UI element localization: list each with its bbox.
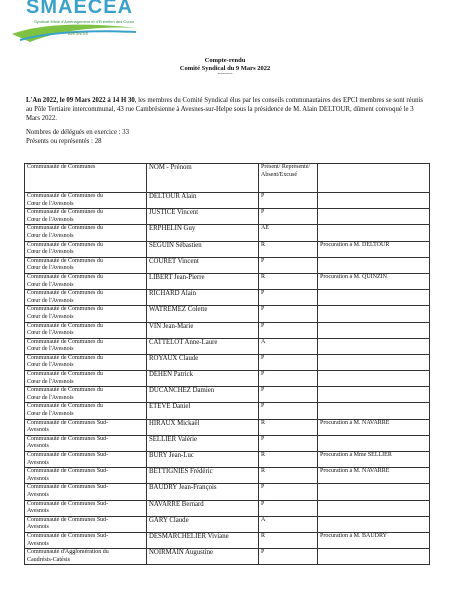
org-line1: Communauté de Communes du	[27, 403, 103, 410]
cell-org	[25, 241, 147, 257]
org-line2: Avesnois	[27, 475, 49, 482]
cell-name: SELLIER Valérie	[147, 435, 259, 451]
cell-status: P	[259, 290, 318, 306]
cell-org	[25, 387, 147, 403]
org-line2: Avesnois	[27, 540, 49, 547]
cell-name: BETTIGNIES Frédéric	[147, 468, 259, 484]
table-row	[25, 403, 430, 419]
header-status: Présent/ Représenté/ Absent/Excusé	[259, 164, 318, 193]
org-line1: Communauté de Communes Sud-	[27, 435, 109, 442]
org-line2: Cœur de l'Avesnois	[27, 249, 74, 256]
cell-note	[318, 354, 430, 370]
cell-name: COURET Vincent	[147, 257, 259, 273]
cell-status: R	[259, 452, 318, 468]
org-line1: Communauté de Communes du	[27, 193, 103, 199]
cell-org	[25, 193, 147, 209]
org-line2: Cœur de l'Avesnois	[27, 411, 74, 418]
cell-org	[25, 290, 147, 306]
cell-note: Procuration à Mme SELLIER	[318, 452, 430, 468]
logo-wordmark: SMAECEA	[26, 0, 134, 18]
header-note	[318, 164, 430, 193]
cell-status: A	[259, 338, 318, 354]
cell-note: Procuration à M. NAVARRE	[318, 419, 430, 435]
table-row	[25, 306, 430, 322]
org-line2: Cœur de l'Avesnois	[27, 378, 74, 385]
cell-name: RICHARD Alain	[147, 290, 259, 306]
cell-name: LIBERT Jean-Pierre	[147, 273, 259, 289]
org-line2: Avesnois	[27, 427, 49, 434]
cell-status: R	[259, 273, 318, 289]
cell-note: Procuration à M. DELTOUR	[318, 241, 430, 257]
cell-note	[318, 257, 430, 273]
cell-note	[318, 403, 430, 419]
cell-status: AE	[259, 225, 318, 241]
cell-note	[318, 371, 430, 387]
cell-status: P	[259, 484, 318, 500]
cell-name: DUCANCHEZ Damien	[147, 387, 259, 403]
org-line2: Cœur de l'Avesnois	[27, 281, 74, 288]
cell-org	[25, 257, 147, 273]
cell-org	[25, 516, 147, 532]
table-row	[25, 322, 430, 338]
cell-note	[318, 338, 430, 354]
cell-status: R	[259, 532, 318, 548]
cell-org	[25, 419, 147, 435]
cell-note	[318, 549, 430, 565]
cell-org	[25, 403, 147, 419]
cell-name: JUSTICE Vincent	[147, 209, 259, 225]
cell-note	[318, 500, 430, 516]
table-row	[25, 435, 430, 451]
org-line1: Communauté de Communes du	[27, 371, 103, 378]
org-line1: Communauté de Communes du	[27, 209, 103, 216]
table-row	[25, 452, 430, 468]
cell-note: Procuration à M. BAUDRY	[318, 532, 430, 548]
table-row	[25, 257, 430, 273]
org-line2: Cœur de l'Avesnois	[27, 265, 74, 272]
cell-org	[25, 468, 147, 484]
intro-paragraph	[26, 96, 426, 123]
table-row	[25, 549, 430, 565]
cell-status: P	[259, 371, 318, 387]
intro-date: L'An 2022, le 09 Mars 2022 à 14 H 30	[26, 97, 135, 104]
org-line1: Communauté de Communes du	[27, 273, 103, 280]
org-line2: Cœur de l'Avesnois	[27, 200, 74, 207]
table-row	[25, 500, 430, 516]
cell-name: ERPHELIN Guy	[147, 225, 259, 241]
cell-org	[25, 306, 147, 322]
delegates-count: Nombres de délégués en exercice : 33	[26, 129, 130, 136]
table-row	[25, 387, 430, 403]
table-row	[25, 468, 430, 484]
cell-status: P	[259, 549, 318, 565]
cell-name: DELTOUR Alain	[147, 193, 259, 209]
cell-status: P	[259, 306, 318, 322]
cell-note	[318, 322, 430, 338]
table-row	[25, 484, 430, 500]
org-line1: Communauté de Communes Sud-	[27, 452, 109, 458]
org-line1: Communauté de Communes du	[27, 354, 103, 361]
cell-note	[318, 306, 430, 322]
header-org: Communauté de Communes	[25, 164, 147, 193]
attendance-table	[24, 163, 430, 565]
logo	[8, 0, 138, 46]
org-line2: Cœur de l'Avesnois	[27, 362, 74, 369]
cell-name: VIN Jean-Marie	[147, 322, 259, 338]
present-count: Présents ou représentés : 28	[26, 138, 102, 145]
table-row	[25, 532, 430, 548]
cell-name: SEGUIN Sébastien	[147, 241, 259, 257]
table-row	[25, 241, 430, 257]
cell-status: A	[259, 516, 318, 532]
org-line2: Cœur de l'Avesnois	[27, 330, 74, 337]
cell-name: BAUDRY Jean-François	[147, 484, 259, 500]
cell-org	[25, 484, 147, 500]
org-line2: Cœur de l'Avesnois	[27, 297, 74, 304]
cell-status: P	[259, 500, 318, 516]
table-row	[25, 338, 430, 354]
cell-name: HIRAUX Mickaël	[147, 419, 259, 435]
org-line1: Communauté de Communes du	[27, 387, 103, 394]
org-line1: Communauté de Communes Sud-	[27, 516, 109, 523]
cell-org	[25, 532, 147, 548]
cell-status: P	[259, 257, 318, 273]
cell-name: DESMARCHELIER Viviane	[147, 532, 259, 548]
cell-org	[25, 435, 147, 451]
cell-note: Procuration à M. QUINZIN	[318, 273, 430, 289]
table-row	[25, 290, 430, 306]
cell-org	[25, 371, 147, 387]
cell-name: ETEVE Daniel	[147, 403, 259, 419]
cell-note	[318, 209, 430, 225]
cell-name: NAVARRE Bernard	[147, 500, 259, 516]
cell-name: GARY Claude	[147, 516, 259, 532]
org-line1: Communauté de Communes du	[27, 257, 103, 264]
cell-note	[318, 290, 430, 306]
cell-note: Procuration à M. NAVARRE	[318, 468, 430, 484]
org-line1: Communauté de Communes Sud-	[27, 484, 109, 491]
cell-name: CATTELOT Anne-Laure	[147, 338, 259, 354]
org-line2: Avesnois	[27, 443, 49, 450]
org-line2: Avesnois	[27, 524, 49, 531]
cell-note	[318, 225, 430, 241]
table-row	[25, 354, 430, 370]
org-line2: Avesnois	[27, 459, 49, 466]
org-line1: Communauté de Communes Sud-	[27, 419, 109, 426]
org-line2: Cœur de l'Avesnois	[27, 346, 74, 353]
table-row	[25, 273, 430, 289]
table-header-row	[25, 164, 430, 193]
title-rule: ---------	[217, 72, 233, 77]
intro-text: , les membres du Comité Syndical élus par les conseils communautaires des EPCI membres se sont réunis au Pôle Tertiaire intercommunal, 43 rue Cambrésienne à Avesnes-sur-Helpe sous la présidence de M. Alain DELTOUR, dûment convoqué le 3 Mars 2022.	[26, 97, 423, 122]
org-line2: Cœur de l'Avesnois	[27, 216, 74, 223]
cell-note	[318, 193, 430, 209]
org-line1: Communauté de Communes du	[27, 306, 103, 313]
org-line1: Communauté de Communes du	[27, 338, 103, 345]
doc-title: Compte-rendu	[204, 57, 246, 64]
org-line2: Cœur de l'Avesnois	[27, 232, 74, 239]
cell-org	[25, 322, 147, 338]
org-line1: Communauté de Communes du	[27, 241, 103, 248]
org-line1: Communauté de Communes du	[27, 225, 103, 232]
table-row	[25, 225, 430, 241]
cell-name: WATREMEZ Colette	[147, 306, 259, 322]
cell-status: P	[259, 354, 318, 370]
cell-org	[25, 452, 147, 468]
org-line1: Communauté de Communes Sud-	[27, 500, 109, 507]
logo-subtitle: Syndicat Mixte d'Aménagement et d'Entretien des Cours	[33, 19, 135, 24]
cell-status: P	[259, 435, 318, 451]
org-line2: Caudrésis-Catésis	[27, 556, 70, 563]
doc-subtitle: Comité Syndical du 9 Mars 2022	[179, 65, 271, 72]
org-line2: Avesnois	[27, 491, 49, 498]
cell-note	[318, 387, 430, 403]
org-line2: Cœur de l'Avesnois	[27, 394, 74, 401]
cell-name: ROYAUX Claude	[147, 354, 259, 370]
cell-status: R	[259, 241, 318, 257]
cell-org	[25, 354, 147, 370]
org-line1: Communauté d'Agglomération du	[27, 549, 109, 556]
cell-status: P	[259, 322, 318, 338]
table-row	[25, 193, 430, 209]
logo-tagline: AVESNOIS	[68, 31, 89, 36]
table-row	[25, 371, 430, 387]
cell-status: P	[259, 387, 318, 403]
cell-org	[25, 549, 147, 565]
cell-name: NOIRMAIN Augustine	[147, 549, 259, 565]
cell-status: P	[259, 403, 318, 419]
cell-name: DEHEN Patrick	[147, 371, 259, 387]
cell-status: P	[259, 209, 318, 225]
org-line1: Communauté de Communes Sud-	[27, 468, 109, 475]
cell-status: P	[259, 193, 318, 209]
cell-status: R	[259, 468, 318, 484]
header-name: NOM - Prénom	[147, 164, 259, 193]
cell-note	[318, 516, 430, 532]
table-row	[25, 419, 430, 435]
table-row	[25, 209, 430, 225]
cell-org	[25, 225, 147, 241]
org-line1: Communauté de Communes du	[27, 322, 103, 329]
org-line2: Cœur de l'Avesnois	[27, 313, 74, 320]
cell-org	[25, 273, 147, 289]
cell-name: BURY Jean-Luc	[147, 452, 259, 468]
cell-org	[25, 500, 147, 516]
cell-org	[25, 209, 147, 225]
org-line2: Avesnois	[27, 508, 49, 515]
cell-status: R	[259, 419, 318, 435]
org-line1: Communauté de Communes Sud-	[27, 532, 109, 539]
cell-note	[318, 484, 430, 500]
table-row	[25, 516, 430, 532]
org-line1: Communauté de Communes du	[27, 290, 103, 297]
cell-org	[25, 338, 147, 354]
cell-note	[318, 435, 430, 451]
